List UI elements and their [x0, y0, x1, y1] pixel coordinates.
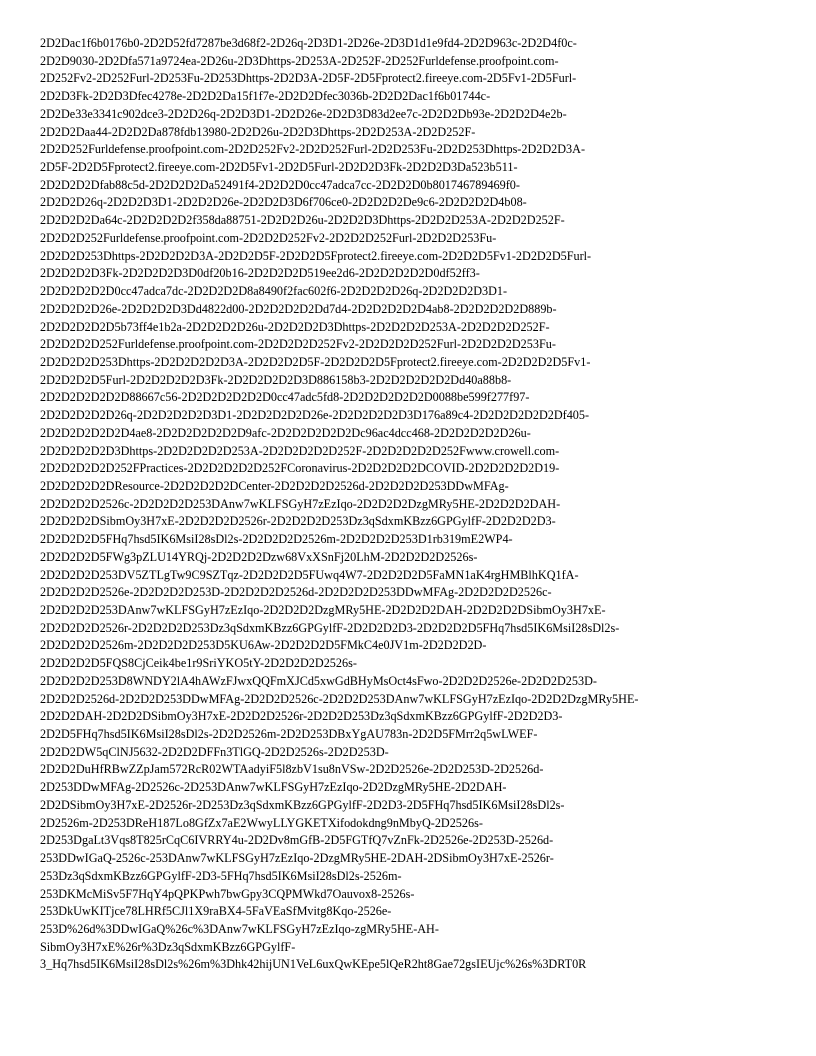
text-line: 2D2D2D2D2526e-2D2D2D2D253D-2D2D2D2D2526d-2D2D2D2D253DDwMFAg-2D2D2D2D2526c- [40, 585, 552, 600]
text-line: 2D2D2D2D2DResource-2D2D2D2D2DCenter-2D2D2D2D2526d-2D2D2D2D253DDwMFAg- [40, 478, 509, 493]
text-line: 3_Hq7hsd5IK6MsiI28sDl2s%26m%3Dhk42hijUN1VeL6uxQwKEpe5lQeR2ht8Gae72gsIEUjc%26s%3DRT0R [40, 957, 587, 972]
text-line: 2D2D2D2D2D3Dhttps-2D2D2D2D2D253A-2D2D2D2D2D252F-2D2D2D2D2D252Fwww.crowell.com- [40, 443, 560, 458]
text-line: 2D2D3Fk-2D2D3Dfec4278e-2D2D2Da15f1f7e-2D2D2Dfec3036b-2D2D2Dac1f6b01744c- [40, 89, 491, 104]
text-line: 253DKMcMiSv5F7HqY4pQPKPwh7bwGpy3CQPMWkd7Oauvox8-2526s- [40, 886, 415, 901]
text-line: 253DDwIGaQ-2526c-253DAnw7wKLFSGyH7zEzIqo-2DzgMRy5HE-2DAH-2DSibmOy3H7xE-2526r- [40, 851, 554, 866]
text-line: 2D2D5FHq7hsd5IK6MsiI28sDl2s-2D2D2526m-2D2D253DBxYgAU783n-2D2D5FMrr2q5wLWEF- [40, 727, 538, 742]
text-line: 2D2D2D2D2526r-2D2D2D2D253Dz3qSdxmKBzz6GPGylfF-2D2D2D2D3-2D2D2D2D5FHq7hsd5IK6MsiI28sDl2s- [40, 620, 620, 635]
url-text-block [40, 35, 800, 974]
text-line: 2D2D2DuHfRBwZZpJam572RcR02WTAadyiF5l8zbV1su8nVSw-2D2D2526e-2D2D253D-2D2526d- [40, 762, 544, 777]
text-line: 253DkUwKITjce78LHRf5CJl1X9raBX4-5FaVEaSfMvitg8Kqo-2526e- [40, 904, 392, 919]
text-line: 2D2D2D2Da64c-2D2D2D2D2f358da88751-2D2D2D26u-2D2D2D3Dhttps-2D2D2D253A-2D2D2D252F- [40, 213, 565, 228]
text-line: 2D2526m-2D253DReH187Lo8GfZx7aE2WwyLLYGKETXifodokdng9nMbyQ-2D2526s- [40, 815, 483, 830]
text-line: 2D2D2D2D5FQS8CjCeik4be1r9SriYKO5tY-2D2D2D2D2526s- [40, 656, 357, 671]
text-line: 253D%26d%3DDwIGaQ%26c%3DAnw7wKLFSGyH7zEzIqo-zgMRy5HE-AH- [40, 921, 439, 936]
text-line: 2D2D2D2D253D8WNDY2lA4hAWzFJwxQQFmXJCd5xwGdBHyMsOct4sFwo-2D2D2D2526e-2D2D2D253D- [40, 673, 597, 688]
text-line: 2D2D2D252Furldefense.proofpoint.com-2D2D2D252Fv2-2D2D2D252Furl-2D2D2D253Fu- [40, 230, 497, 245]
text-line: 2D2D2D2D253DV5ZTLgTw9C9SZTqz-2D2D2D2D5FUwq4W7-2D2D2D2D5FaMN1aK4rgHMBlhKQ1fA- [40, 567, 579, 582]
text-line: 2D2D2D2D2D2D4ae8-2D2D2D2D2D2D9afc-2D2D2D2D2D2Dc96ac4dcc468-2D2D2D2D2D26u- [40, 425, 531, 440]
text-line: 2D2DSibmOy3H7xE-2D2526r-2D253Dz3qSdxmKBzz6GPGylfF-2D2D3-2D5FHq7hsd5IK6MsiI28sDl2s- [40, 797, 565, 812]
text-line: 2D2D2D2526d-2D2D2D253DDwMFAg-2D2D2D2526c-2D2D2D253DAnw7wKLFSGyH7zEzIqo-2D2D2DzgMRy5HE- [40, 691, 639, 706]
text-line: 2D252Fv2-2D252Furl-2D253Fu-2D253Dhttps-2D2D3A-2D5F-2D5Fprotect2.fireeye.com-2D5Fv1-2D5Furl- [40, 71, 577, 86]
text-line: 253Dz3qSdxmKBzz6GPGylfF-2D3-5FHq7hsd5IK6MsiI28sDl2s-2526m- [40, 868, 402, 883]
text-line: 2D2D2D2Dfab88c5d-2D2D2D2Da52491f4-2D2D2D0cc47adca7cc-2D2D2D0b801746789469f0- [40, 177, 520, 192]
text-line: 2D2D2D2D5FHq7hsd5IK6MsiI28sDl2s-2D2D2D2D2526m-2D2D2D2D253D1rb319mE2WP4- [40, 532, 513, 547]
text-line: 2D2D2DW5qClNJ5632-2D2D2DFFn3TlGQ-2D2D2526s-2D2D253D- [40, 744, 389, 759]
text-line: 2D253DgaLt3Vqs8T825rCqC6IVRRY4u-2D2Dv8mGfB-2D5FGTfQ7vZnFk-2D2526e-2D253D-2526d- [40, 833, 554, 848]
text-line: 2D2D2Daa44-2D2D2Da878fdb13980-2D2D26u-2D2D3Dhttps-2D2D253A-2D2D252F- [40, 124, 476, 139]
text-line: 2D2D2D2D3Fk-2D2D2D2D3D0df20b16-2D2D2D2D519ee2d6-2D2D2D2D2D0df52ff3- [40, 266, 480, 281]
text-line: 2D2D2D26q-2D2D2D3D1-2D2D2D26e-2D2D2D3D6f706ce0-2D2D2D2De9c6-2D2D2D2D4b08- [40, 195, 527, 210]
text-line: 2D2D2D2D5Furl-2D2D2D2D2D3Fk-2D2D2D2D2D3D886158b3-2D2D2D2D2D2Dd40a88b8- [40, 372, 512, 387]
text-line: 2D2D2D2D5FWg3pZLU14YRQj-2D2D2D2Dzw68VxXSnFj20LhM-2D2D2D2D2526s- [40, 549, 478, 564]
text-line: 2D2D2D2D2526m-2D2D2D2D253D5KU6Aw-2D2D2D2D5FMkC4e0JV1m-2D2D2D2D- [40, 638, 487, 653]
text-line: 2D253DDwMFAg-2D2526c-2D253DAnw7wKLFSGyH7zEzIqo-2D2DzgMRy5HE-2D2DAH- [40, 780, 507, 795]
text-line: 2D2D9030-2D2Dfa571a9724ea-2D26u-2D3Dhttps-2D253A-2D252F-2D252Furldefense.proofpoint.com- [40, 53, 559, 68]
text-line: 2D5F-2D2D5Fprotect2.fireeye.com-2D2D5Fv1-2D2D5Furl-2D2D2D3Fk-2D2D2D3Da523b511- [40, 160, 518, 175]
text-line: 2D2D2D2D26e-2D2D2D2D3Dd4822d00-2D2D2D2D2Dd7d4-2D2D2D2D2D4ab8-2D2D2D2D2D889b- [40, 301, 557, 316]
text-line: 2D2De33e3341c902dce3-2D2D26q-2D2D3D1-2D2D26e-2D2D3D83d2ee7c-2D2D2Db93e-2D2D2D4e2b- [40, 106, 567, 121]
text-line: 2D2Dac1f6b0176b0-2D2D52fd7287be3d68f2-2D26q-2D3D1-2D26e-2D3D1d1e9fd4-2D2D963c-2D2D4f0c- [40, 36, 577, 50]
text-line: 2D2D2D2DSibmOy3H7xE-2D2D2D2D2526r-2D2D2D2D253Dz3qSdxmKBzz6GPGylfF-2D2D2D2D3- [40, 514, 556, 529]
text-line: SibmOy3H7xE%26r%3Dz3qSdxmKBzz6GPGylfF- [40, 939, 296, 954]
text-line: 2D2D2D2D2D0cc47adca7dc-2D2D2D2D8a8490f2fac602f6-2D2D2D2D26q-2D2D2D2D3D1- [40, 284, 508, 299]
text-line: 2D2D252Furldefense.proofpoint.com-2D2D252Fv2-2D2D252Furl-2D2D253Fu-2D2D253Dhttps-2D2D2D3A- [40, 142, 586, 157]
text-line: 2D2D2D2D253Dhttps-2D2D2D2D2D3A-2D2D2D2D5F-2D2D2D2D5Fprotect2.fireeye.com-2D2D2D2D5Fv1- [40, 354, 591, 369]
text-line: 2D2D2D2D2526c-2D2D2D2D253DAnw7wKLFSGyH7zEzIqo-2D2D2D2DzgMRy5HE-2D2D2D2DAH- [40, 496, 561, 511]
text-line: 2D2D2D253Dhttps-2D2D2D2D3A-2D2D2D5F-2D2D2D5Fprotect2.fireeye.com-2D2D2D5Fv1-2D2D2D5Furl- [40, 248, 592, 263]
text-line: 2D2D2D2D2D26q-2D2D2D2D2D3D1-2D2D2D2D2D26e-2D2D2D2D2D3D176a89c4-2D2D2D2D2D2Df405- [40, 408, 590, 423]
text-line: 2D2D2DAH-2D2D2DSibmOy3H7xE-2D2D2D2526r-2D2D2D253Dz3qSdxmKBzz6GPGylfF-2D2D2D3- [40, 709, 563, 724]
text-line: 2D2D2D2D253DAnw7wKLFSGyH7zEzIqo-2D2D2D2DzgMRy5HE-2D2D2D2DAH-2D2D2D2DSibmOy3H7xE- [40, 603, 606, 617]
text-line: 2D2D2D2D2D2D88667c56-2D2D2D2D2D2D0cc47adc5fd8-2D2D2D2D2D2D0088be599f277f97- [40, 390, 530, 405]
text-line: 2D2D2D2D2D252FPractices-2D2D2D2D2D252FCoronavirus-2D2D2D2D2DCOVID-2D2D2D2D2D19- [40, 461, 560, 476]
text-line: 2D2D2D2D2D5b73ff4e1b2a-2D2D2D2D26u-2D2D2D2D3Dhttps-2D2D2D2D253A-2D2D2D2D252F- [40, 319, 550, 334]
text-line: 2D2D2D2D252Furldefense.proofpoint.com-2D2D2D2D252Fv2-2D2D2D2D252Furl-2D2D2D2D253Fu- [40, 337, 556, 352]
